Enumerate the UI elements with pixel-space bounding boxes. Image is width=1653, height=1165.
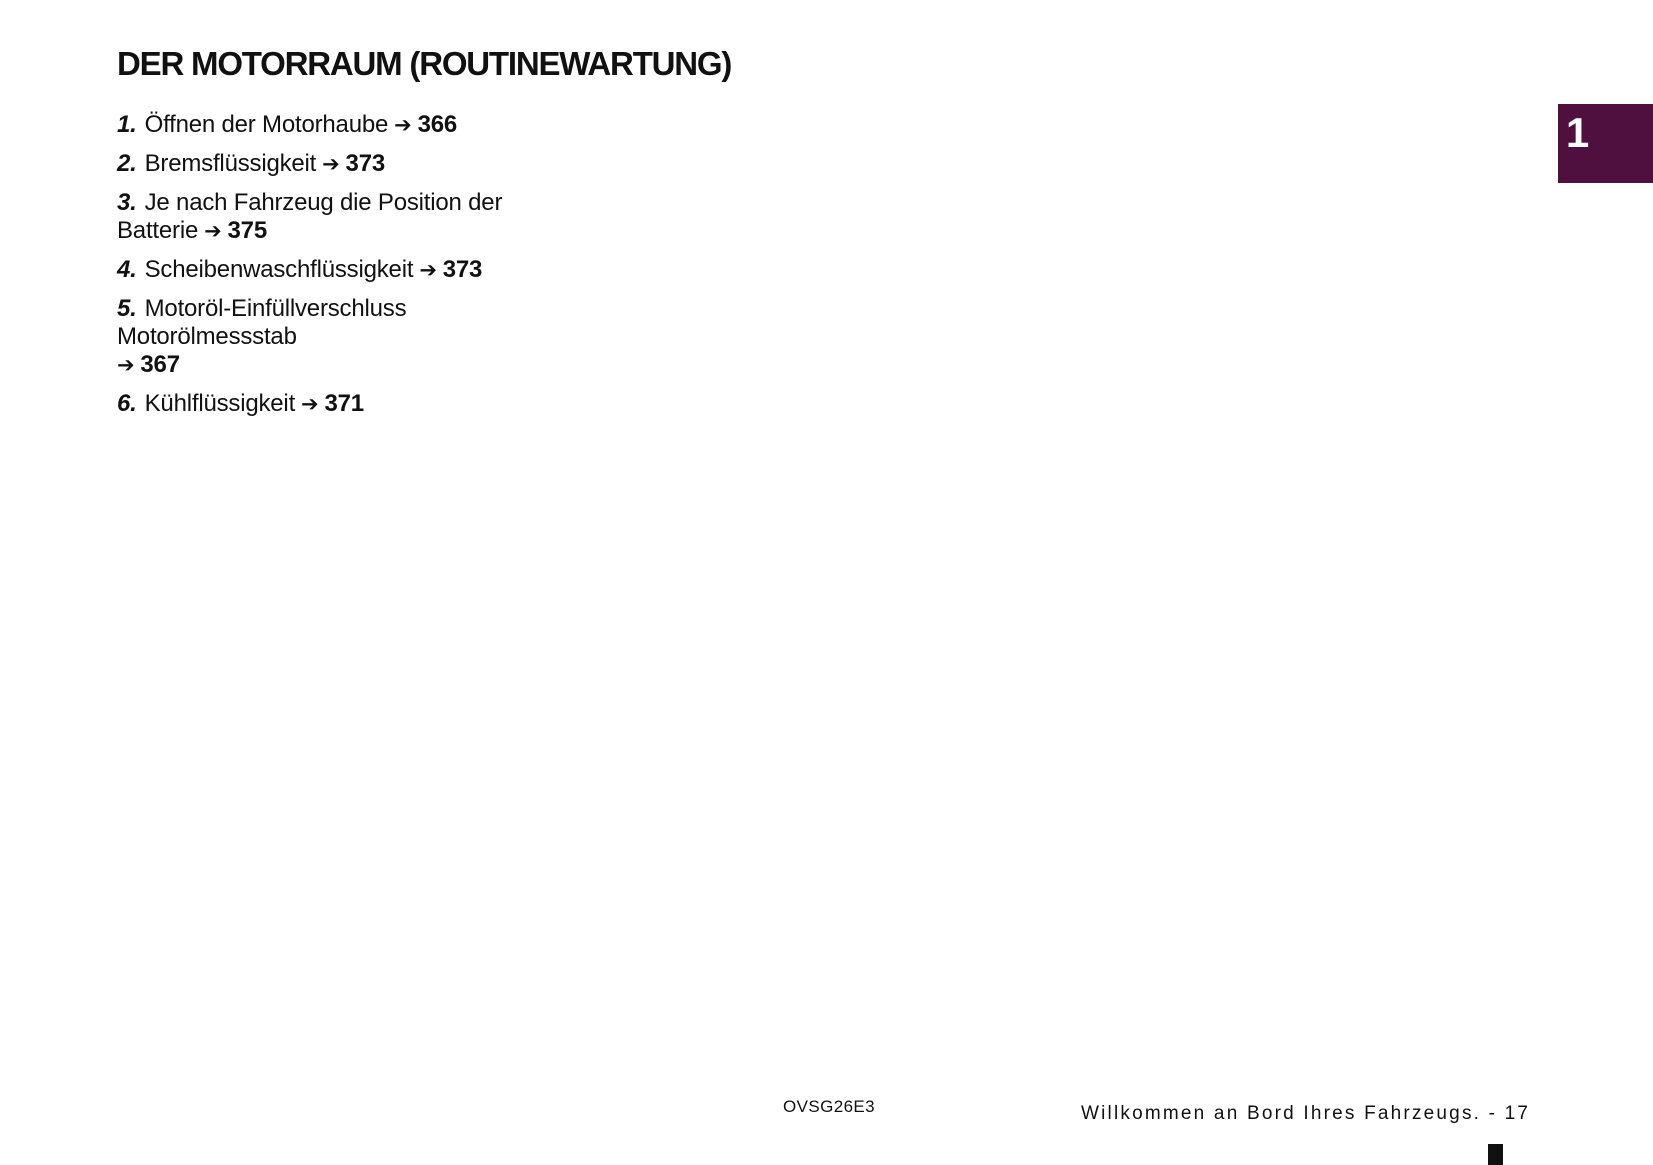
item-number: 3. [117,189,137,216]
list-item [117,150,677,179]
page-footer: Willkommen an Bord Ihres Fahrzeugs. - 17 [1081,1103,1531,1124]
item-text: Motoröl-Einfüllverschluss [144,295,407,322]
list-item [117,295,677,380]
item-number: 4. [117,256,137,283]
item-text: Öffnen der Motorhaube [144,111,389,138]
item-text: Bremsflüssigkeit [144,150,317,177]
arrow-right-icon: ➔ [117,354,135,377]
chapter-tab [1558,104,1653,183]
document-code: OVSG26E3 [783,1097,876,1116]
arrow-right-icon: ➔ [301,393,319,416]
item-text: Kühlflüssigkeit [144,390,296,417]
item-number: 1. [117,111,137,138]
page-reference[interactable]: 373 [442,256,483,283]
arrow-right-icon: ➔ [204,220,222,243]
item-text-continued: Motorölmessstab [117,323,297,350]
page-reference[interactable]: 375 [227,217,267,244]
list-item [117,189,677,246]
chapter-number: 1 [1565,109,1590,156]
page-edge-marker [1488,1144,1503,1165]
item-number: 5. [117,295,137,322]
arrow-right-icon: ➔ [419,259,437,282]
list-item [117,390,677,419]
item-number: 6. [117,390,137,417]
page-reference[interactable]: 366 [417,111,458,138]
item-number: 2. [117,150,137,177]
list-item [117,256,677,285]
page-reference[interactable]: 371 [324,390,364,417]
arrow-right-icon: ➔ [394,114,412,137]
item-text: Je nach Fahrzeug die Position der [144,189,503,216]
page-reference[interactable]: 373 [345,150,385,177]
page-reference[interactable]: 367 [140,351,180,378]
arrow-right-icon: ➔ [322,153,340,176]
page-title: DER MOTORRAUM (ROUTINEWARTUNG) [117,45,732,82]
list-item [117,111,677,140]
component-list [117,111,677,429]
item-text: Scheibenwaschflüssigkeit [144,256,414,283]
item-text-continued: Batterie [117,217,199,244]
